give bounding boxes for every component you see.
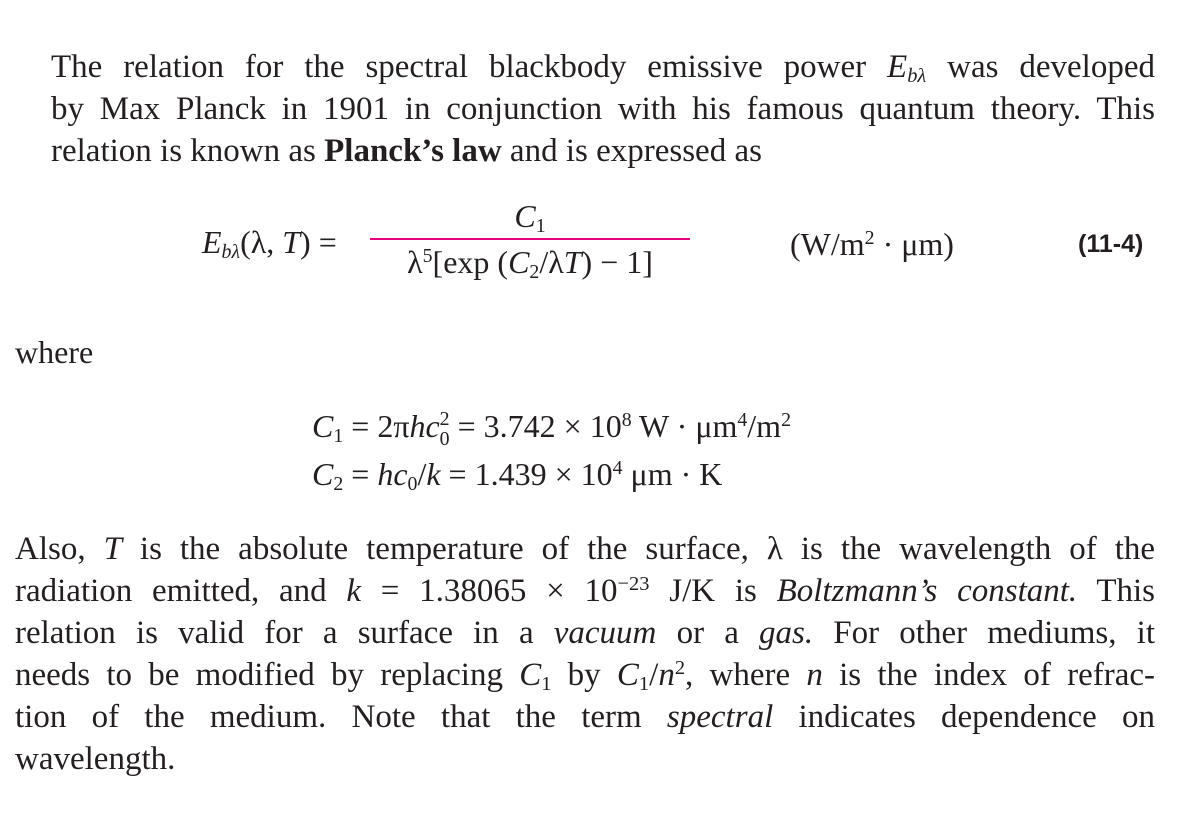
body-line-2: radiation emitted, and $k = 1.38065 \times 10^{-23}$ J/K is Boltzmann’s constant. This bbox=[15, 572, 1156, 609]
where-label: where bbox=[15, 334, 94, 370]
body-line-4: needs to be modified by replacing $C_1$ by $C_1/n^2$, where n is the index of refrac- bbox=[15, 656, 1156, 696]
intro-line-3: relation is known as Planck’s law and is expressed as bbox=[51, 133, 762, 169]
equation-units: $(W/m^2 \cdot \mu m)$ bbox=[790, 226, 954, 262]
fraction-denominator: $\lambda^5[\exp$ $(C_2/\lambda T) - 1$] bbox=[407, 244, 653, 283]
body-line-3: relation is valid for a surface in a vacuum or a gas. For other mediums, it bbox=[15, 615, 1155, 651]
equation-number: (11-4) bbox=[1078, 230, 1144, 258]
constant-c1: $C_1 = 2\pi hc$ 2 0 = $3.742 \times 10^8$ $W \cdot \mu m^4/m^2$ bbox=[312, 407, 791, 450]
fraction-numerator: $C_1$ bbox=[514, 198, 546, 237]
symbol-E-sub: bλ bbox=[907, 65, 927, 88]
symbol-E: E bbox=[887, 49, 908, 85]
equation-fraction bbox=[370, 196, 690, 283]
body-line-5: tion of the medium. Note that the term spectral indicates dependence on bbox=[15, 699, 1156, 735]
intro-paragraph bbox=[15, 46, 1155, 172]
intro-line-1: The relation for the spectral blackbody emissive power $E_{b\lambda}$ was developed bbox=[51, 49, 1155, 88]
plancks-law-term: Planck’s law bbox=[324, 133, 502, 169]
body-paragraph bbox=[15, 528, 1155, 780]
boltzmann-constant-term: Boltzmann’s constant. bbox=[776, 573, 1078, 609]
equation-lhs: $E_{b\lambda}(\lambda$, T) = bbox=[202, 224, 337, 263]
body-line-6: wavelength. bbox=[15, 741, 176, 777]
body-line-1: Also, T is the absolute temperature of the surface, λ is the wavelength of the bbox=[15, 531, 1156, 567]
constant-c2: $C_2 = hc_0/k = 1.439 \times 10^4$ μm · K bbox=[312, 456, 723, 495]
fraction-bar bbox=[370, 238, 690, 240]
intro-line-2: by Max Planck in 1901 in conjunction with his famous quantum theory. This bbox=[51, 91, 1155, 127]
